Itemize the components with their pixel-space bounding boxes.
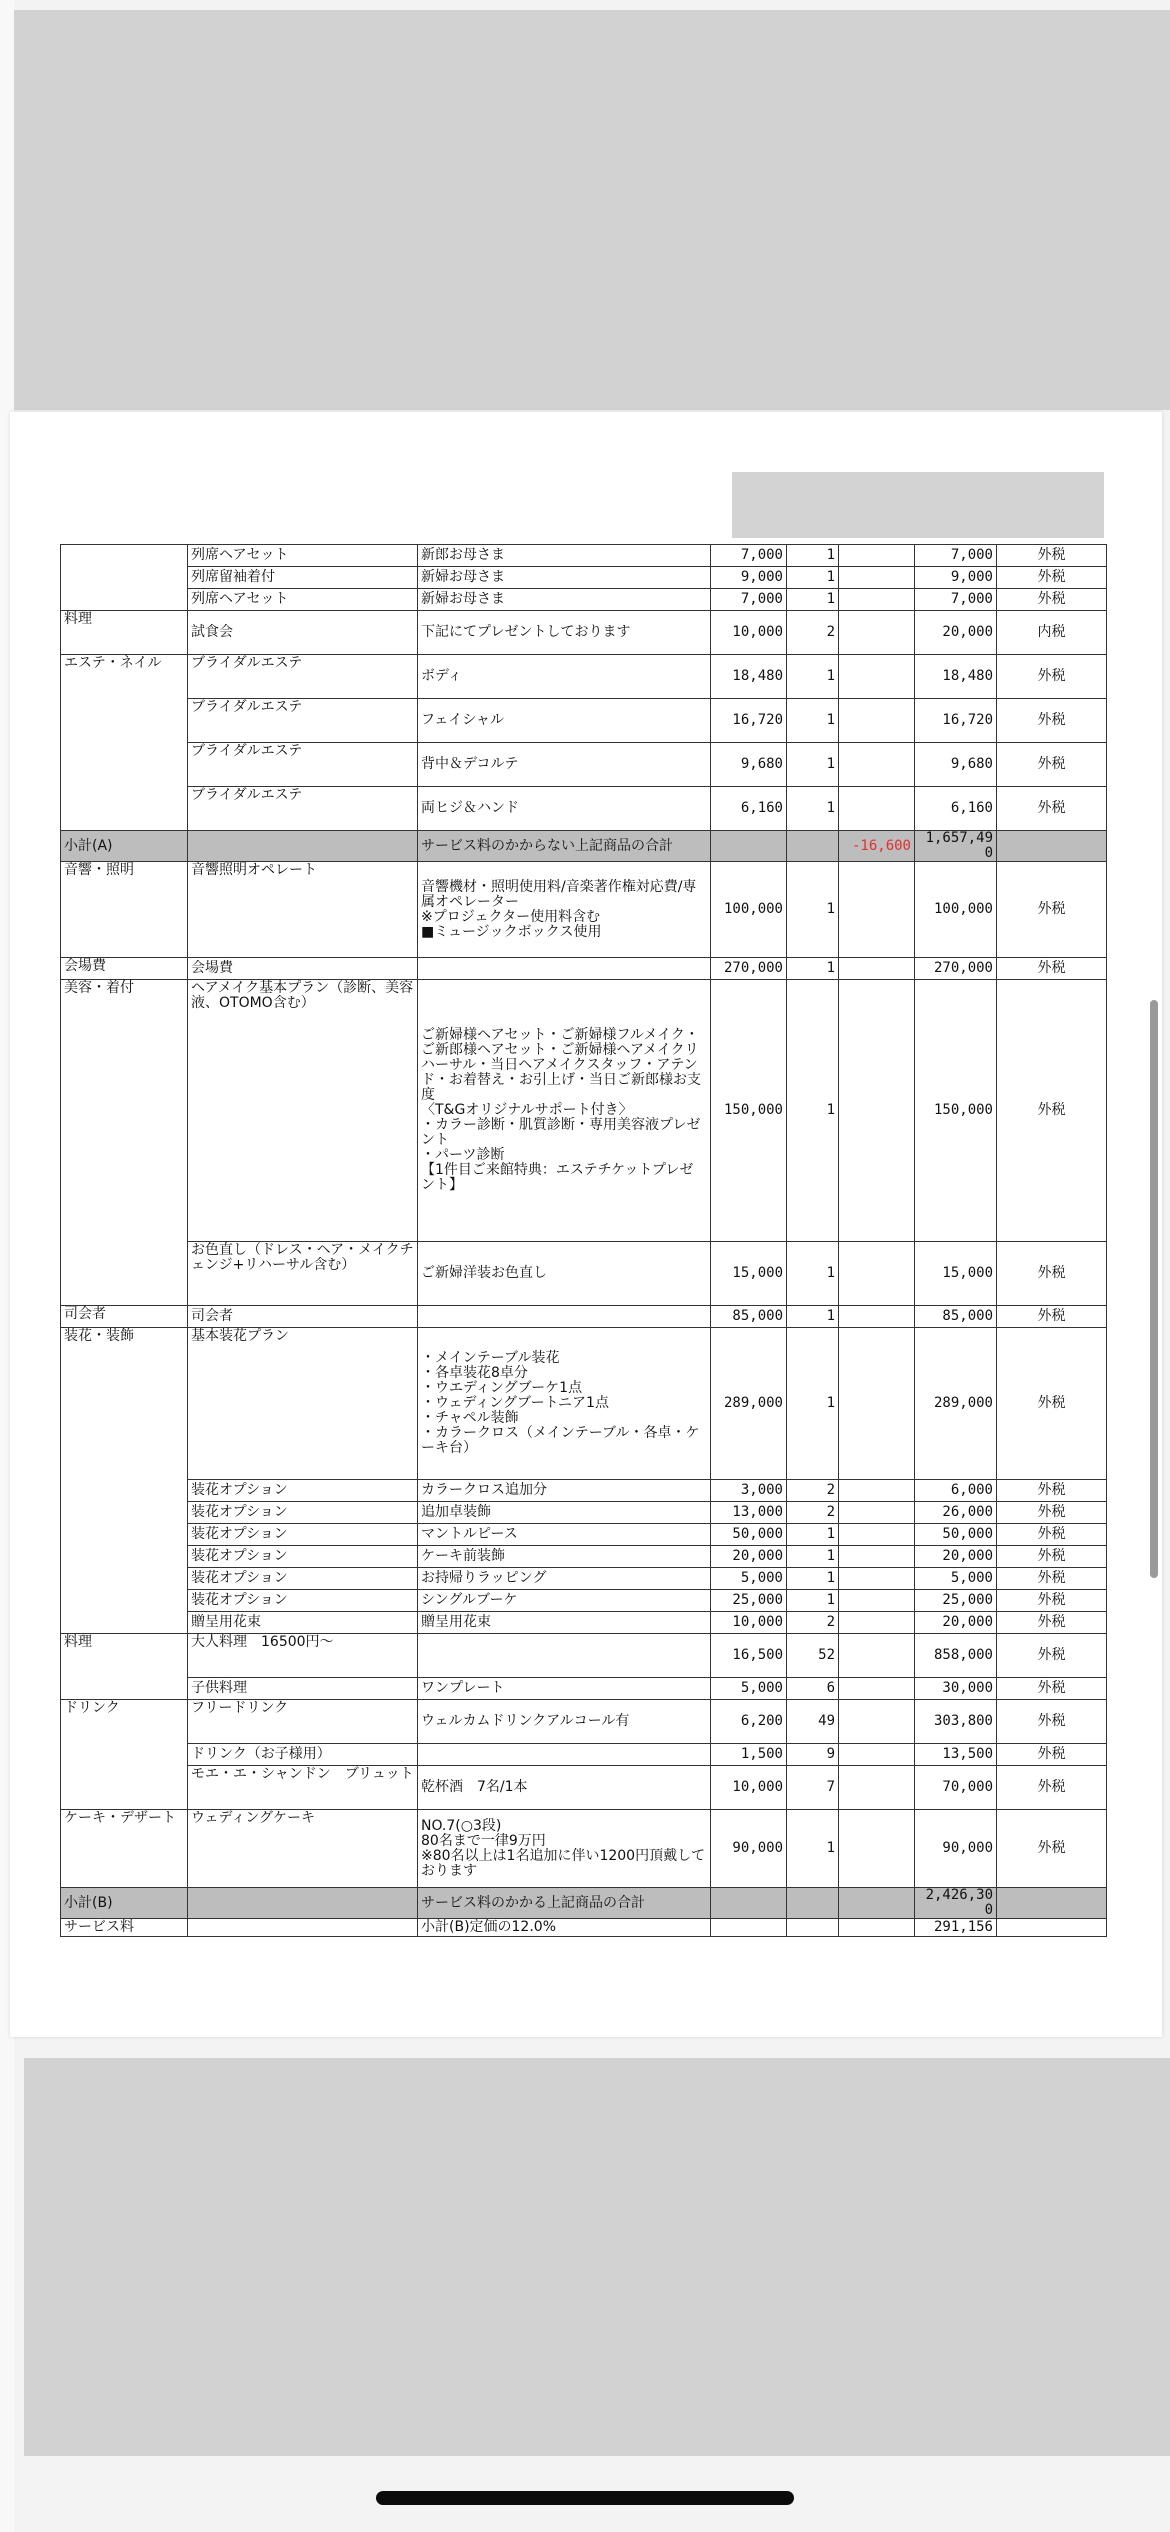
amount-cell: 20,000	[915, 611, 997, 655]
table-row	[61, 1612, 1107, 1634]
note-cell: 乾杯酒 7名/1本	[418, 1766, 711, 1810]
amount-cell: 6,000	[915, 1480, 997, 1502]
item-cell: 音響照明オペレート	[188, 862, 418, 958]
quantity-cell: 1	[787, 743, 839, 787]
quantity-cell: 1	[787, 1306, 839, 1328]
unit-price-cell: 150,000	[711, 980, 787, 1242]
discount-cell	[839, 655, 915, 699]
quantity-cell: 1	[787, 862, 839, 958]
category-cell: 料理	[61, 611, 188, 655]
quantity-cell: 49	[787, 1700, 839, 1744]
tax-type-cell: 外税	[997, 1546, 1107, 1568]
item-cell: フリードリンク	[188, 1700, 418, 1744]
discount-cell	[839, 1634, 915, 1678]
estimate-page	[10, 412, 1162, 2037]
amount-cell: 858,000	[915, 1634, 997, 1678]
note-cell	[418, 1634, 711, 1678]
table-row	[61, 958, 1107, 980]
tax-type-cell: 外税	[997, 787, 1107, 831]
table-row	[61, 1810, 1107, 1888]
note-cell	[418, 958, 711, 980]
category-cell: 小計(A)	[61, 831, 188, 862]
amount-cell: 20,000	[915, 1546, 997, 1568]
tax-type-cell: 外税	[997, 1502, 1107, 1524]
table-row	[61, 1744, 1107, 1766]
item-cell: 装花オプション	[188, 1502, 418, 1524]
note-cell: ウェルカムドリンクアルコール有	[418, 1700, 711, 1744]
table-row	[61, 1888, 1107, 1919]
quantity-cell	[787, 1888, 839, 1919]
quantity-cell: 2	[787, 1502, 839, 1524]
discount-cell	[839, 1328, 915, 1480]
category-cell: 会場費	[61, 958, 188, 980]
amount-cell: 15,000	[915, 1242, 997, 1306]
table-row	[61, 1242, 1107, 1306]
amount-cell: 7,000	[915, 589, 997, 611]
discount-cell	[839, 743, 915, 787]
note-cell: シングルブーケ	[418, 1590, 711, 1612]
note-cell: 下記にてプレゼントしております	[418, 611, 711, 655]
unit-price-cell: 85,000	[711, 1306, 787, 1328]
unit-price-cell: 5,000	[711, 1678, 787, 1700]
unit-price-cell: 15,000	[711, 1242, 787, 1306]
table-row	[61, 1700, 1107, 1744]
quantity-cell: 9	[787, 1744, 839, 1766]
item-cell: 装花オプション	[188, 1590, 418, 1612]
table-row	[61, 831, 1107, 862]
table-row	[61, 1480, 1107, 1502]
table-row	[61, 1678, 1107, 1700]
quantity-cell: 1	[787, 787, 839, 831]
item-cell: お色直し（ドレス・ヘア・メイクチェンジ+リハーサル含む）	[188, 1242, 418, 1306]
category-cell: 小計(B)	[61, 1888, 188, 1919]
note-cell: ボディ	[418, 655, 711, 699]
discount-cell	[839, 787, 915, 831]
amount-cell: 303,800	[915, 1700, 997, 1744]
tax-type-cell: 外税	[997, 980, 1107, 1242]
discount-cell	[839, 611, 915, 655]
unit-price-cell: 90,000	[711, 1810, 787, 1888]
amount-cell: 25,000	[915, 1590, 997, 1612]
tax-type-cell: 外税	[997, 1612, 1107, 1634]
category-cell: ケーキ・デザート	[61, 1810, 188, 1888]
discount-cell	[839, 1612, 915, 1634]
table-row	[61, 743, 1107, 787]
category-cell: サービス料	[61, 1919, 188, 1937]
tax-type-cell: 外税	[997, 1524, 1107, 1546]
unit-price-cell: 18,480	[711, 655, 787, 699]
tax-type-cell: 外税	[997, 1328, 1107, 1480]
discount-cell	[839, 980, 915, 1242]
tax-type-cell: 外税	[997, 1766, 1107, 1810]
item-cell: 大人料理 16500円〜	[188, 1634, 418, 1678]
unit-price-cell	[711, 1919, 787, 1937]
amount-cell: 291,156	[915, 1919, 997, 1937]
unit-price-cell: 6,160	[711, 787, 787, 831]
amount-cell: 150,000	[915, 980, 997, 1242]
scrollbar[interactable]	[1150, 1000, 1158, 1578]
quantity-cell: 1	[787, 655, 839, 699]
quantity-cell: 1	[787, 699, 839, 743]
quantity-cell: 1	[787, 980, 839, 1242]
table-row	[61, 1546, 1107, 1568]
discount-cell	[839, 958, 915, 980]
unit-price-cell: 270,000	[711, 958, 787, 980]
item-cell: 装花オプション	[188, 1524, 418, 1546]
header-redacted-block	[732, 472, 1104, 538]
item-cell	[188, 831, 418, 862]
amount-cell: 85,000	[915, 1306, 997, 1328]
item-cell: 基本装花プラン	[188, 1328, 418, 1480]
unit-price-cell: 100,000	[711, 862, 787, 958]
item-cell: ブライダルエステ	[188, 787, 418, 831]
next-page-redacted	[24, 2058, 1170, 2456]
item-cell: 列席ヘアセット	[188, 589, 418, 611]
item-cell: 装花オプション	[188, 1568, 418, 1590]
unit-price-cell: 10,000	[711, 1766, 787, 1810]
quantity-cell: 1	[787, 567, 839, 589]
item-cell: 子供料理	[188, 1678, 418, 1700]
quantity-cell: 1	[787, 545, 839, 567]
category-cell: ドリンク	[61, 1700, 188, 1810]
quantity-cell: 2	[787, 1612, 839, 1634]
tax-type-cell: 内税	[997, 611, 1107, 655]
unit-price-cell: 16,500	[711, 1634, 787, 1678]
quantity-cell: 1	[787, 1328, 839, 1480]
category-cell: 音響・照明	[61, 862, 188, 958]
tax-type-cell: 外税	[997, 545, 1107, 567]
tax-type-cell: 外税	[997, 1306, 1107, 1328]
discount-cell	[839, 589, 915, 611]
discount-cell	[839, 1524, 915, 1546]
note-cell: 追加卓装飾	[418, 1502, 711, 1524]
note-cell: 音響機材・照明使用料/音楽著作権対応費/専属オペレーター ※プロジェクター使用料含む ■ミュージックボックス使用	[418, 862, 711, 958]
tax-type-cell: 外税	[997, 1810, 1107, 1888]
table-row	[61, 611, 1107, 655]
quantity-cell: 2	[787, 1480, 839, 1502]
table-row	[61, 862, 1107, 958]
item-cell: 試食会	[188, 611, 418, 655]
item-cell: モエ・エ・シャンドン ブリュット	[188, 1766, 418, 1810]
discount-cell	[839, 1480, 915, 1502]
note-cell: カラークロス追加分	[418, 1480, 711, 1502]
estimate-table	[60, 544, 1107, 1937]
table-row	[61, 787, 1107, 831]
amount-cell: 6,160	[915, 787, 997, 831]
note-cell: ケーキ前装飾	[418, 1546, 711, 1568]
tax-type-cell: 外税	[997, 1568, 1107, 1590]
discount-cell	[839, 545, 915, 567]
unit-price-cell	[711, 831, 787, 862]
category-cell: エステ・ネイル	[61, 655, 188, 831]
tax-type-cell: 外税	[997, 699, 1107, 743]
unit-price-cell: 7,000	[711, 589, 787, 611]
item-cell: 会場費	[188, 958, 418, 980]
amount-cell: 70,000	[915, 1766, 997, 1810]
quantity-cell: 1	[787, 589, 839, 611]
category-cell: 司会者	[61, 1306, 188, 1328]
quantity-cell: 52	[787, 1634, 839, 1678]
unit-price-cell: 6,200	[711, 1700, 787, 1744]
note-cell: 背中＆デコルテ	[418, 743, 711, 787]
amount-cell: 289,000	[915, 1328, 997, 1480]
table-row	[61, 567, 1107, 589]
tax-type-cell: 外税	[997, 1242, 1107, 1306]
discount-cell	[839, 862, 915, 958]
quantity-cell: 1	[787, 1810, 839, 1888]
discount-cell	[839, 1810, 915, 1888]
unit-price-cell: 289,000	[711, 1328, 787, 1480]
note-cell: ワンプレート	[418, 1678, 711, 1700]
previous-page-redacted	[14, 10, 1170, 410]
discount-cell	[839, 1502, 915, 1524]
amount-cell: 16,720	[915, 699, 997, 743]
tax-type-cell: 外税	[997, 1744, 1107, 1766]
unit-price-cell: 1,500	[711, 1744, 787, 1766]
tax-type-cell: 外税	[997, 958, 1107, 980]
item-cell: ブライダルエステ	[188, 743, 418, 787]
item-cell: ブライダルエステ	[188, 699, 418, 743]
category-cell	[61, 545, 188, 611]
unit-price-cell: 7,000	[711, 545, 787, 567]
note-cell: ご新婦洋装お色直し	[418, 1242, 711, 1306]
discount-cell	[839, 1678, 915, 1700]
table-row	[61, 545, 1107, 567]
note-cell: マントルピース	[418, 1524, 711, 1546]
quantity-cell: 1	[787, 1546, 839, 1568]
category-cell: 料理	[61, 1634, 188, 1700]
quantity-cell: 1	[787, 1568, 839, 1590]
discount-cell	[839, 699, 915, 743]
item-cell: 司会者	[188, 1306, 418, 1328]
tax-type-cell: 外税	[997, 1700, 1107, 1744]
amount-cell: 1,657,490	[915, 831, 997, 862]
note-cell: 小計(B)定価の12.0%	[418, 1919, 711, 1937]
tax-type-cell	[997, 1888, 1107, 1919]
amount-cell: 90,000	[915, 1810, 997, 1888]
note-cell: 新婦お母さま	[418, 589, 711, 611]
note-cell: サービス料のかからない上記商品の合計	[418, 831, 711, 862]
discount-cell: -16,600	[839, 831, 915, 862]
note-cell	[418, 1306, 711, 1328]
discount-cell	[839, 1888, 915, 1919]
tax-type-cell	[997, 831, 1107, 862]
home-indicator[interactable]	[376, 2491, 794, 2505]
item-cell: ドリンク（お子様用）	[188, 1744, 418, 1766]
quantity-cell: 7	[787, 1766, 839, 1810]
unit-price-cell: 25,000	[711, 1590, 787, 1612]
quantity-cell: 6	[787, 1678, 839, 1700]
table-row	[61, 1306, 1107, 1328]
tax-type-cell: 外税	[997, 655, 1107, 699]
quantity-cell: 1	[787, 958, 839, 980]
tax-type-cell	[997, 1919, 1107, 1937]
discount-cell	[839, 1919, 915, 1937]
table-row	[61, 655, 1107, 699]
item-cell: ヘアメイク基本プラン（診断、美容液、OTOMO含む）	[188, 980, 418, 1242]
unit-price-cell: 3,000	[711, 1480, 787, 1502]
tax-type-cell: 外税	[997, 1634, 1107, 1678]
discount-cell	[839, 1242, 915, 1306]
tax-type-cell: 外税	[997, 1480, 1107, 1502]
tax-type-cell: 外税	[997, 862, 1107, 958]
table-row	[61, 1634, 1107, 1678]
table-row	[61, 1766, 1107, 1810]
discount-cell	[839, 1700, 915, 1744]
note-cell: 贈呈用花束	[418, 1612, 711, 1634]
amount-cell: 9,680	[915, 743, 997, 787]
item-cell	[188, 1919, 418, 1937]
discount-cell	[839, 1306, 915, 1328]
table-row	[61, 1502, 1107, 1524]
table-row	[61, 1919, 1107, 1937]
tax-type-cell: 外税	[997, 567, 1107, 589]
item-cell: ウェディングケーキ	[188, 1810, 418, 1888]
unit-price-cell: 10,000	[711, 611, 787, 655]
unit-price-cell: 9,000	[711, 567, 787, 589]
category-cell: 装花・装飾	[61, 1328, 188, 1634]
unit-price-cell: 50,000	[711, 1524, 787, 1546]
note-cell: ご新婦様ヘアセット・ご新婦様フルメイク・ご新郎様ヘアセット・ご新婦様ヘアメイクリハーサル・当日ヘアメイクスタッフ・アテンド・お着替え・お引上げ・当日ご新郎様お支度 〈T&Gオリジナルサポート付き〉 ・カラー診断・肌質診断・専用美容液プレゼント ・パーツ診断 【1件目ご来館特典：エステチケットプレゼント】	[418, 980, 711, 1242]
amount-cell: 2,426,300	[915, 1888, 997, 1919]
amount-cell: 20,000	[915, 1612, 997, 1634]
discount-cell	[839, 567, 915, 589]
quantity-cell: 1	[787, 1524, 839, 1546]
discount-cell	[839, 1568, 915, 1590]
table-row	[61, 1328, 1107, 1480]
amount-cell: 13,500	[915, 1744, 997, 1766]
discount-cell	[839, 1744, 915, 1766]
item-cell: 列席留袖着付	[188, 567, 418, 589]
quantity-cell	[787, 831, 839, 862]
unit-price-cell: 10,000	[711, 1612, 787, 1634]
note-cell: ・メインテーブル装花 ・各卓装花8卓分 ・ウエディングブーケ1点 ・ウェディングブートニア1点 ・チャペル装飾 ・カラークロス（メインテーブル・各卓・ケーキ台）	[418, 1328, 711, 1480]
quantity-cell	[787, 1919, 839, 1937]
note-cell: お持帰りラッピング	[418, 1568, 711, 1590]
quantity-cell: 1	[787, 1590, 839, 1612]
amount-cell: 7,000	[915, 545, 997, 567]
item-cell: 贈呈用花束	[188, 1612, 418, 1634]
quantity-cell: 1	[787, 1242, 839, 1306]
tax-type-cell: 外税	[997, 743, 1107, 787]
category-cell: 美容・着付	[61, 980, 188, 1306]
discount-cell	[839, 1766, 915, 1810]
unit-price-cell	[711, 1888, 787, 1919]
unit-price-cell: 20,000	[711, 1546, 787, 1568]
quantity-cell: 2	[787, 611, 839, 655]
table-row	[61, 1568, 1107, 1590]
discount-cell	[839, 1546, 915, 1568]
unit-price-cell: 13,000	[711, 1502, 787, 1524]
note-cell: NO.7(○3段) 80名まで一律9万円 ※80名以上は1名追加に伴い1200円頂戴しております	[418, 1810, 711, 1888]
table-row	[61, 1590, 1107, 1612]
note-cell: 両ヒジ＆ハンド	[418, 787, 711, 831]
discount-cell	[839, 1590, 915, 1612]
item-cell: 列席ヘアセット	[188, 545, 418, 567]
amount-cell: 5,000	[915, 1568, 997, 1590]
tax-type-cell: 外税	[997, 1678, 1107, 1700]
amount-cell: 50,000	[915, 1524, 997, 1546]
amount-cell: 100,000	[915, 862, 997, 958]
table-row	[61, 980, 1107, 1242]
estimate-table-wrapper	[60, 544, 1106, 1937]
note-cell: 新婦お母さま	[418, 567, 711, 589]
tax-type-cell: 外税	[997, 589, 1107, 611]
amount-cell: 9,000	[915, 567, 997, 589]
amount-cell: 30,000	[915, 1678, 997, 1700]
note-cell	[418, 1744, 711, 1766]
amount-cell: 270,000	[915, 958, 997, 980]
note-cell: 新郎お母さま	[418, 545, 711, 567]
amount-cell: 26,000	[915, 1502, 997, 1524]
unit-price-cell: 5,000	[711, 1568, 787, 1590]
unit-price-cell: 9,680	[711, 743, 787, 787]
note-cell: フェイシャル	[418, 699, 711, 743]
table-row	[61, 699, 1107, 743]
table-row	[61, 589, 1107, 611]
table-row	[61, 1524, 1107, 1546]
item-cell: 装花オプション	[188, 1480, 418, 1502]
tax-type-cell: 外税	[997, 1590, 1107, 1612]
amount-cell: 18,480	[915, 655, 997, 699]
note-cell: サービス料のかかる上記商品の合計	[418, 1888, 711, 1919]
item-cell	[188, 1888, 418, 1919]
unit-price-cell: 16,720	[711, 699, 787, 743]
item-cell: 装花オプション	[188, 1546, 418, 1568]
item-cell: ブライダルエステ	[188, 655, 418, 699]
